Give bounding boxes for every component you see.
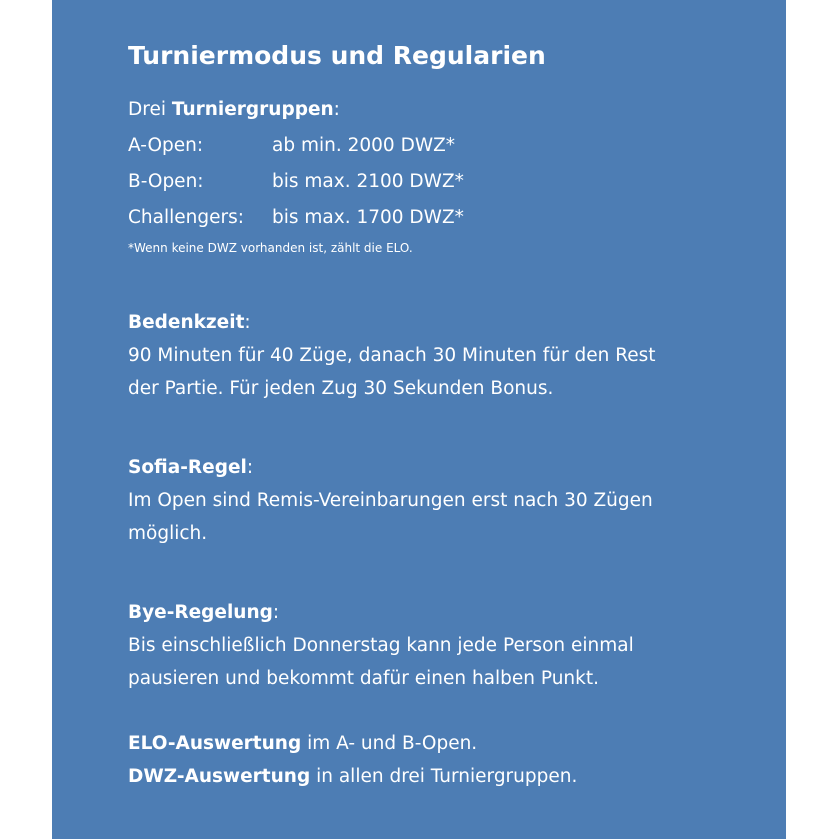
dwz-auswertung-bold: DWZ-Auswertung — [128, 766, 311, 787]
section-heading — [128, 596, 748, 629]
group-value: bis max. 2100 DWZ* — [272, 171, 464, 192]
dwz-auswertung-line — [128, 760, 748, 793]
sofia-heading: Sofia-Regel — [128, 457, 247, 478]
groups-intro-bold: Turniergruppen — [171, 99, 334, 120]
elo-auswertung-bold: ELO-Auswertung — [128, 733, 302, 754]
sofia-line-2: möglich. — [128, 523, 208, 544]
groups-intro-suffix: : — [333, 99, 340, 120]
section-sofia-regel — [128, 451, 748, 550]
panel-content — [128, 36, 748, 793]
bedenkzeit-line-2: der Partie. Für jeden Zug 30 Sekunden Bonus. — [128, 378, 554, 399]
group-label: Challengers: — [128, 207, 244, 228]
heading-colon: : — [272, 602, 280, 623]
elo-auswertung-rest: im A- und B-Open. — [301, 733, 478, 754]
bedenkzeit-line-1: 90 Minuten für 40 Züge, danach 30 Minuten für den Rest — [128, 345, 656, 366]
page-title: Turniermodus und Regularien — [128, 41, 546, 70]
bye-line-2: pausieren und bekommt dafür einen halben Punkt. — [128, 668, 600, 689]
group-row-b-open — [128, 164, 748, 200]
sofia-line-1: Im Open sind Remis-Vereinbarungen erst nach 30 Zügen — [128, 490, 653, 511]
groups-intro — [128, 92, 748, 128]
group-label: B-Open: — [128, 171, 204, 192]
section-bye-regelung — [128, 596, 748, 695]
group-value: bis max. 1700 DWZ* — [272, 207, 464, 228]
group-value: ab min. 2000 DWZ* — [272, 135, 456, 156]
heading-colon: : — [246, 457, 254, 478]
groups-intro-prefix: Drei — [128, 99, 172, 120]
bedenkzeit-heading: Bedenkzeit — [128, 312, 245, 333]
section-heading — [128, 306, 748, 339]
section-bedenkzeit — [128, 306, 748, 405]
section-heading — [128, 451, 748, 484]
heading-colon: : — [244, 312, 251, 333]
dwz-auswertung-rest: in allen drei Turniergruppen. — [310, 766, 578, 787]
bye-line-1: Bis einschließlich Donnerstag kann jede Person einmal — [128, 635, 634, 656]
group-row-challengers — [128, 200, 748, 236]
group-label: A-Open: — [128, 135, 204, 156]
info-panel — [52, 0, 786, 839]
elo-auswertung-line — [128, 727, 748, 760]
section-auswertung — [128, 727, 748, 793]
group-row-a-open — [128, 128, 748, 164]
dwz-footnote: *Wenn keine DWZ vorhanden ist, zählt die ELO. — [128, 241, 413, 255]
bye-heading: Bye-Regelung — [128, 602, 273, 623]
